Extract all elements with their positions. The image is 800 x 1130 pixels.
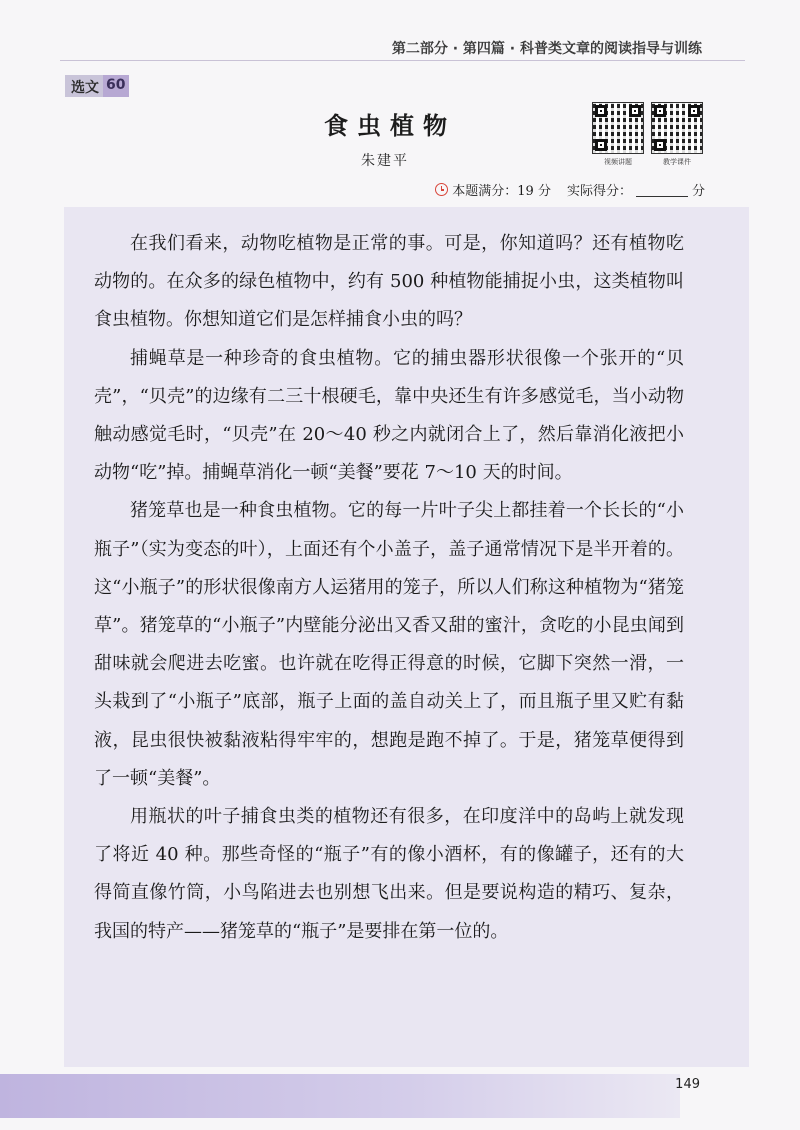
clock-icon bbox=[435, 183, 448, 196]
passage-badge bbox=[65, 75, 129, 97]
paragraph: 在我们看来，动物吃植物是正常的事。可是，你知道吗？还有植物吃动物的。在众多的绿色植物中，约有 500 种植物能捕捉小虫，这类植物叫食虫植物。你想知道它们是怎样捕食小虫的吗？ bbox=[94, 233, 684, 331]
qr-video[interactable] bbox=[592, 102, 644, 167]
actual-score-label: 实际得分： bbox=[566, 184, 632, 199]
qr-code-icon[interactable] bbox=[651, 102, 703, 154]
paragraph: 捕蝇草是一种珍奇的食虫植物。它的捕虫器形状很像一个张开的“贝壳”，“贝壳”的边缘有二三十根硬毛，靠中央还生有许多感觉毛，当小动物触动感觉毛时，“贝壳”在 20～40 秒之内就闭合上了，然后靠消化液把小动物“吃”掉。捕蝇草消化一顿“美餐”要花 7～10 天的时间。 bbox=[94, 347, 684, 484]
score-line bbox=[435, 180, 705, 199]
full-score: 本题满分：19 分 bbox=[452, 184, 551, 199]
paragraph: 用瓶状的叶子捕食虫类的植物还有很多，在印度洋中的岛屿上就发现了将近 40 种。那些奇怪的“瓶子”有的像小酒杯，有的像罐子，还有的大得简直像竹筒，小鸟陷进去也别想飞出来。但是要说构造的精巧、复杂，我国的特产——猪笼草的“瓶子”是要排在第一位的。 bbox=[94, 806, 684, 942]
page-number: 149 bbox=[675, 1077, 700, 1092]
qr-label-courseware: 教学课件 bbox=[663, 158, 691, 166]
qr-label-video: 视频讲题 bbox=[604, 158, 632, 166]
paragraph: 猪笼草也是一种食虫植物。它的每一片叶子尖上都挂着一个长长的“小瓶子”（实为变态的叶），上面还有个小盖子，盖子通常情况下是半开着的。这“小瓶子”的形状很像南方人运猪用的笼子，所以人们称这种植物为“猪笼草”。猪笼草的“小瓶子”内壁能分泌出又香又甜的蜜汁，贪吃的小昆虫闻到甜味就会爬进去吃蜜。也许就在吃得正得意的时候，它脚下突然一滑，一头栽到了“小瓶子”底部，瓶子上面的盖自动关上了，而且瓶子里又贮有黏液，昆虫很快被黏液粘得牢牢的，想跑是跑不掉了。于是，猪笼草便得到了一顿“美餐”。 bbox=[94, 500, 684, 789]
qr-code-icon[interactable] bbox=[592, 102, 644, 154]
article-title: 食虫植物 bbox=[324, 111, 456, 140]
footer-band bbox=[0, 1074, 680, 1118]
article-body bbox=[94, 225, 684, 951]
article-author: 朱建平 bbox=[361, 153, 409, 169]
badge-number: 60 bbox=[103, 75, 129, 97]
section-header: 第二部分 · 第四篇 · 科普类文章的阅读指导与训练 bbox=[391, 41, 702, 57]
qr-courseware[interactable] bbox=[651, 102, 703, 167]
score-unit: 分 bbox=[691, 184, 705, 199]
header-divider bbox=[60, 60, 745, 61]
actual-score-blank[interactable] bbox=[636, 183, 688, 197]
badge-label: 选文 bbox=[65, 75, 103, 97]
